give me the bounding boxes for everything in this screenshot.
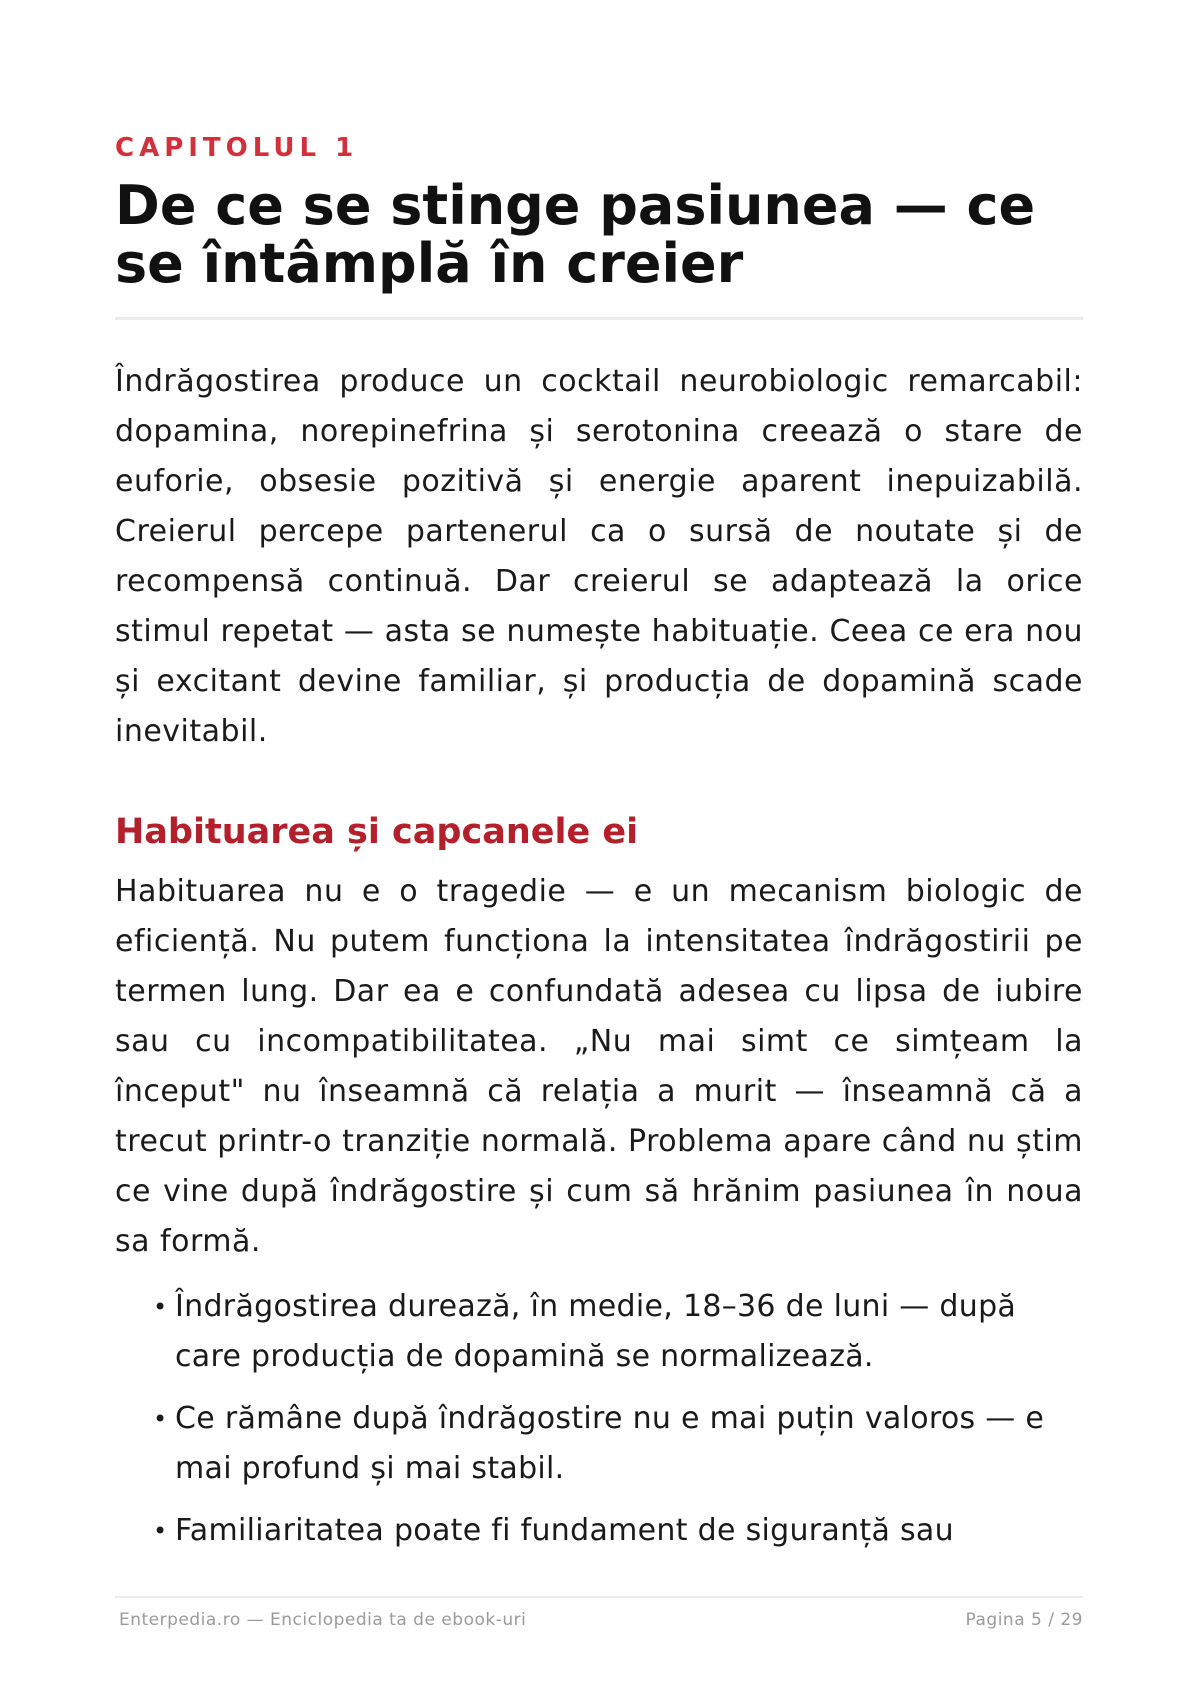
page-content [115, 128, 1083, 1568]
list-item [153, 1282, 1083, 1382]
section-heading: Habituarea și capcanele ei [115, 812, 639, 852]
list-item-text: Familiaritatea poate fi fundament de siguranță sau [175, 1513, 954, 1548]
footer-divider [115, 1596, 1083, 1598]
bullet-icon: • [153, 1517, 168, 1545]
page-footer [119, 1610, 1083, 1630]
body-paragraph: Habituarea nu e o tragedie — e un mecanism biologic de eficiență. Nu putem funcționa la intensitatea îndrăgostirii pe termen lung. Dar ea e confundată adesea cu lipsa de iubire sau cu incompatibilitatea. „Nu mai simt ce simțeam la început" nu înseamnă că relația a murit — înseamnă că a trecut printr-o tranziție normală. Problema apare când nu știm ce vine după îndrăgostire și cum să hrănim pasiunea în noua sa formă. [115, 874, 1083, 1259]
list-item-text: Ce rămâne după îndrăgostire nu e mai puțin valoros — e mai profund și mai stabil. [175, 1401, 1045, 1486]
bullet-list [115, 1282, 1083, 1556]
title-divider [115, 317, 1083, 320]
bullet-icon: • [153, 1405, 168, 1433]
footer-source: Enterpedia.ro — Enciclopedia ta de ebook-uri [119, 1610, 527, 1630]
intro-paragraph: Îndrăgostirea produce un cocktail neurobiologic remarcabil: dopamina, norepinefrina și serotonina creează o stare de euforie, obsesie pozitivă și energie aparent inepuizabilă. Creierul percepe partenerul ca o sursă de noutate și de recompensă continuă. Dar creierul se adaptează la orice stimul repetat — asta se numește habituație. Ceea ce era nou și excitant devine familiar, și producția de dopamină scade inevitabil. [115, 364, 1083, 749]
list-item [153, 1394, 1083, 1494]
page-number: Pagina 5 / 29 [965, 1610, 1083, 1630]
list-item [153, 1506, 1083, 1556]
chapter-title: De ce se stinge pasiunea — ce se întâmplă în creier [115, 174, 1036, 295]
chapter-label: CAPITOLUL 1 [115, 133, 359, 163]
list-item-text: Îndrăgostirea durează, în medie, 18–36 de luni — după care producția de dopamină se normalizează. [175, 1289, 1017, 1374]
bullet-icon: • [153, 1293, 168, 1321]
